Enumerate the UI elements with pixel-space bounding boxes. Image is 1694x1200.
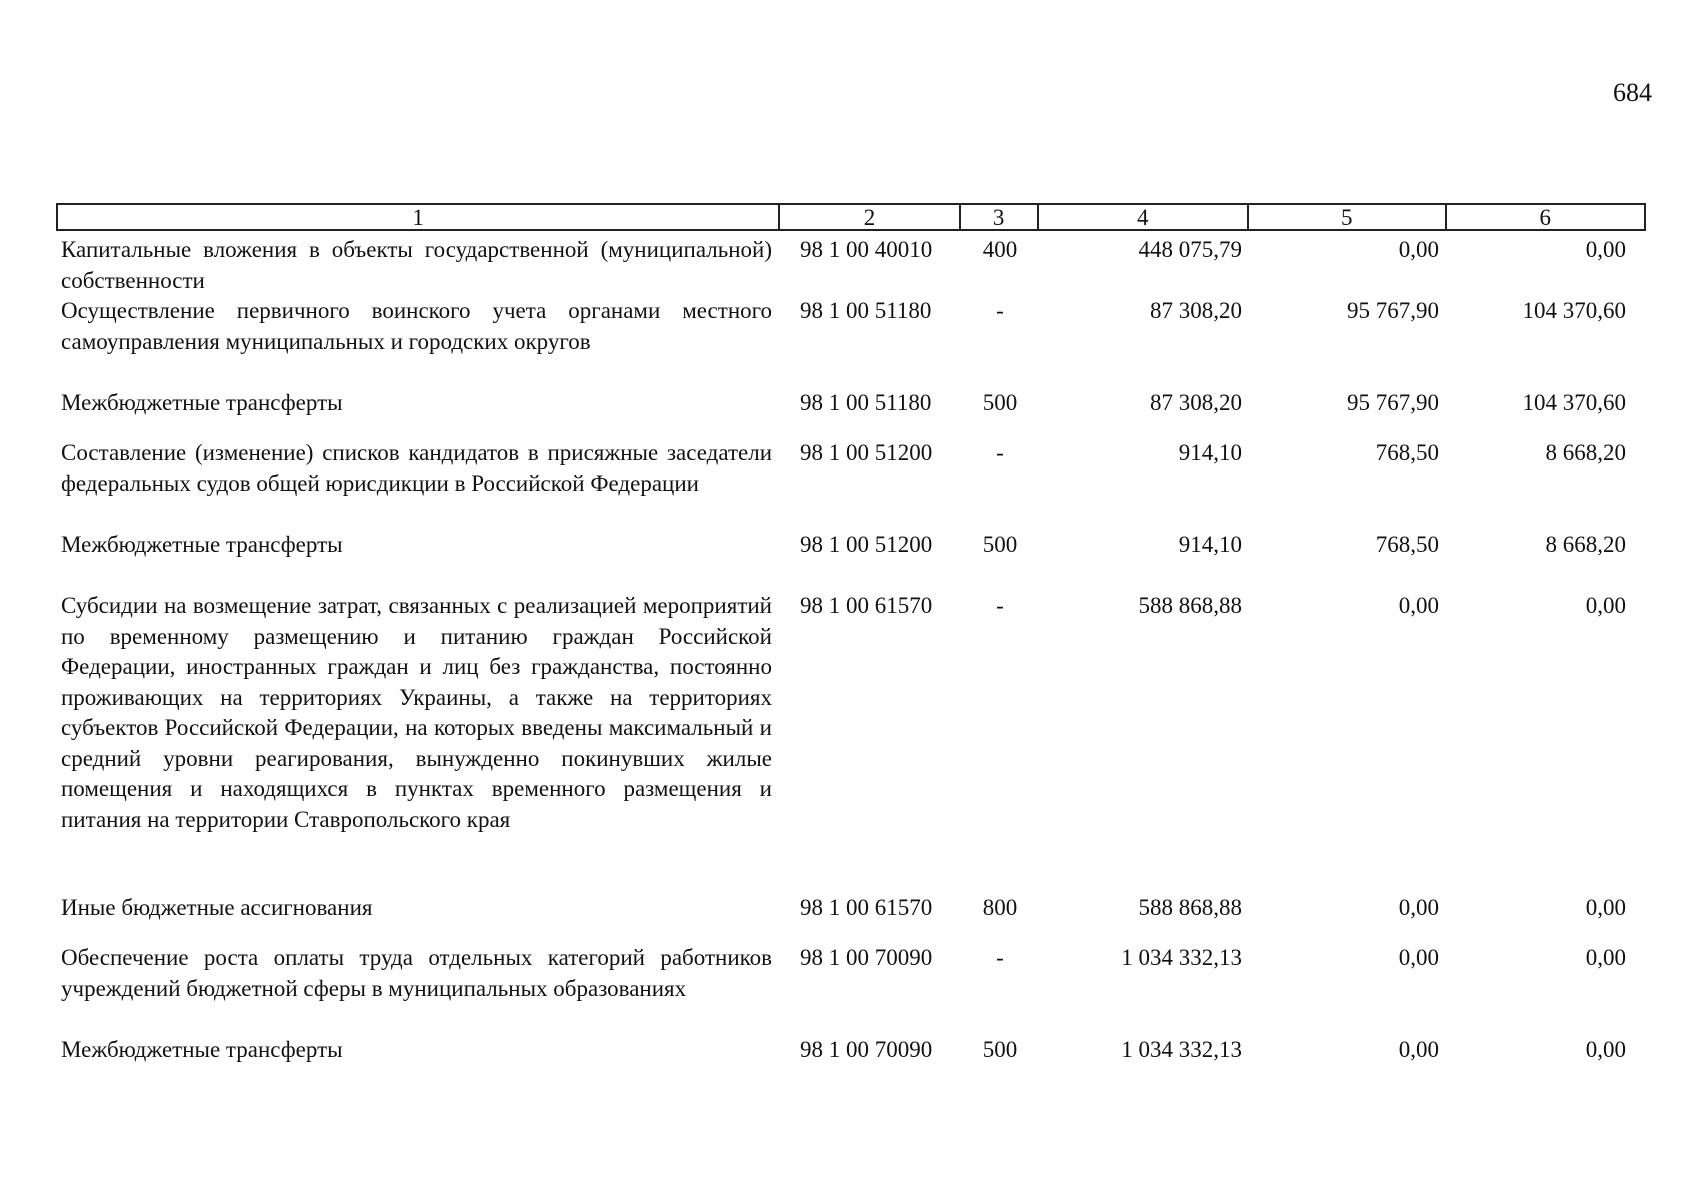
row-value-4: 1 034 332,13: [1121, 1037, 1242, 1062]
row-type: 800: [982, 895, 1018, 920]
row-name: Осуществление первичного воинского учета органами местного самоуправления муниципальных и городских округов: [61, 298, 772, 354]
row-type: 500: [982, 1037, 1018, 1062]
row-value-4: 448 075,79: [1138, 237, 1242, 262]
row-value-5: 0,00: [1398, 895, 1439, 920]
table-row: [56, 591, 1646, 893]
table-row: [56, 1035, 1646, 1075]
header-col-1: 1: [58, 205, 780, 229]
table-row: [56, 530, 1646, 591]
budget-table: [56, 203, 1646, 1075]
row-code: 98 1 00 51200: [800, 532, 933, 557]
row-value-6: 0,00: [1585, 237, 1626, 262]
row-type: -: [996, 593, 1004, 618]
table-row: [56, 235, 1646, 296]
row-code: 98 1 00 70090: [800, 1037, 933, 1062]
row-type: 500: [982, 532, 1018, 557]
row-name: Межбюджетные трансферты: [61, 390, 343, 415]
row-value-5: 0,00: [1398, 237, 1439, 262]
row-code: 98 1 00 51180: [800, 298, 932, 323]
row-code: 98 1 00 40010: [800, 237, 933, 262]
row-value-6: 8 668,20: [1545, 440, 1626, 465]
row-value-4: 87 308,20: [1150, 390, 1242, 415]
row-type: 500: [982, 390, 1018, 415]
row-code: 98 1 00 70090: [800, 945, 933, 970]
table-row: [56, 296, 1646, 388]
row-value-6: 0,00: [1585, 895, 1626, 920]
row-value-4: 588 868,88: [1138, 895, 1242, 920]
row-value-4: 588 868,88: [1138, 593, 1242, 618]
table-header: [56, 203, 1646, 231]
row-name: Составление (изменение) списков кандидатов в присяжные заседатели федеральных судов общей юрисдикции в Российской Федерации: [61, 440, 772, 496]
row-value-6: 104 370,60: [1522, 390, 1626, 415]
row-value-4: 914,10: [1178, 440, 1242, 465]
row-value-6: 0,00: [1585, 945, 1626, 970]
header-col-6: 6: [1539, 205, 1551, 230]
row-value-5: 95 767,90: [1347, 390, 1439, 415]
row-name: Межбюджетные трансферты: [61, 532, 343, 557]
table-row: [56, 943, 1646, 1035]
row-name: Субсидии на возмещение затрат, связанных с реализацией мероприятий по временному размещению и питанию граждан Российской Федерации, иностранных граждан и лиц без гражданства, постоянно проживающих на территориях Украины, а также на территориях субъектов Российской Федерации, на которых введены максимальный и средний уровни реагирования, вынужденно покинувших жилые помещения и находящихся в пунктах временного размещения и питания на территории Ставропольского края: [61, 593, 772, 832]
row-type: -: [996, 945, 1004, 970]
table-row: [56, 438, 1646, 530]
row-value-6: 104 370,60: [1522, 298, 1626, 323]
row-name: Капитальные вложения в объекты государственной (муниципальной) собственности: [61, 237, 772, 293]
row-value-6: 0,00: [1585, 1037, 1626, 1062]
header-col-2: 2: [780, 205, 961, 229]
row-name: Обеспечение роста оплаты труда отдельных категорий работников учреждений бюджетной сферы в муниципальных образованиях: [61, 945, 772, 1001]
header-col-3: 3: [961, 205, 1039, 229]
row-value-4: 1 034 332,13: [1121, 945, 1242, 970]
row-name: Иные бюджетные ассигнования: [61, 895, 373, 920]
row-value-4: 914,10: [1178, 532, 1242, 557]
row-value-4: 87 308,20: [1150, 298, 1242, 323]
row-type: -: [996, 440, 1004, 465]
page-number: 684: [1613, 78, 1652, 107]
row-code: 98 1 00 61570: [800, 593, 933, 618]
row-type: 400: [982, 237, 1018, 262]
table-row: [56, 893, 1646, 943]
row-value-5: 768,50: [1375, 440, 1439, 465]
row-type: -: [996, 298, 1004, 323]
row-value-5: 95 767,90: [1347, 298, 1439, 323]
row-code: 98 1 00 61570: [800, 895, 933, 920]
row-code: 98 1 00 51180: [800, 390, 932, 415]
header-col-5: 5: [1249, 205, 1447, 229]
header-col-4: 4: [1039, 205, 1249, 229]
row-value-5: 0,00: [1398, 945, 1439, 970]
row-value-5: 0,00: [1398, 593, 1439, 618]
table-row: [56, 388, 1646, 438]
row-code: 98 1 00 51200: [800, 440, 933, 465]
row-name: Межбюджетные трансферты: [61, 1037, 343, 1062]
row-value-6: 8 668,20: [1545, 532, 1626, 557]
row-value-5: 0,00: [1398, 1037, 1439, 1062]
row-value-5: 768,50: [1375, 532, 1439, 557]
row-value-6: 0,00: [1585, 593, 1626, 618]
